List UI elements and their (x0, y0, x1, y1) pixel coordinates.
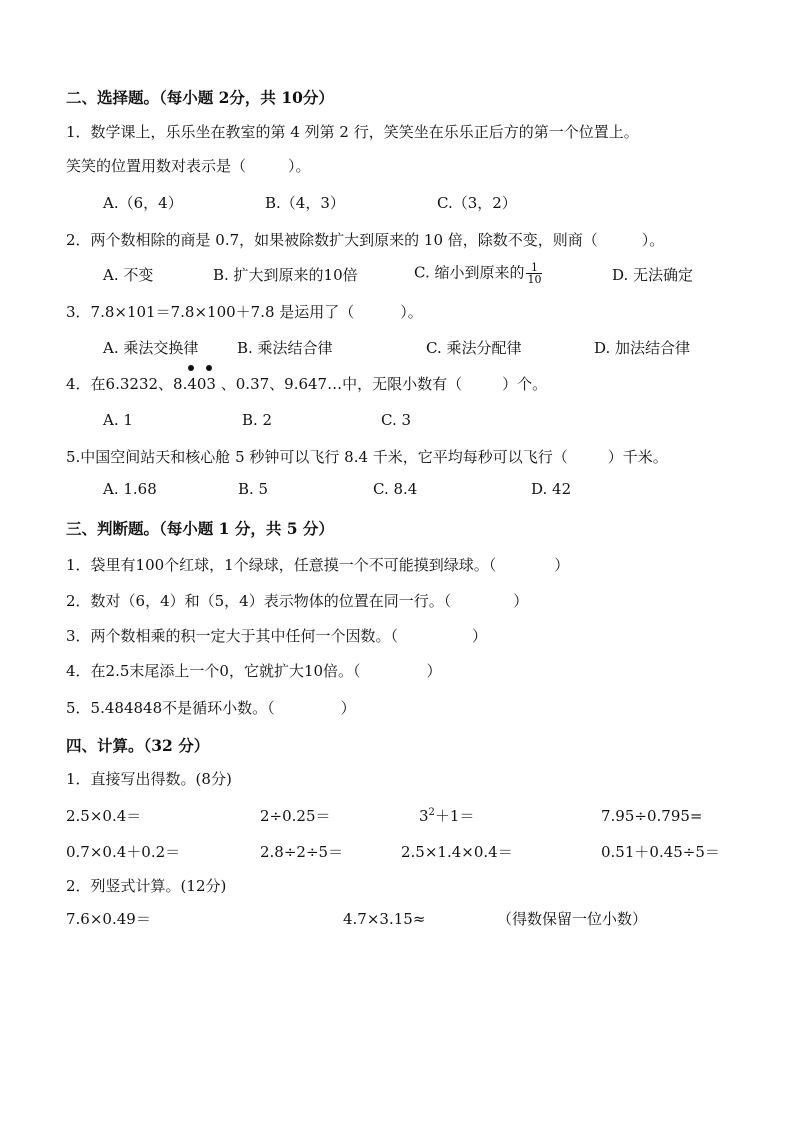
q3-option-a: A. 乘法交换律 (103, 339, 199, 357)
judge-item-3 (66, 626, 487, 646)
q3-option-c: C. 乘法分配律 (426, 339, 522, 357)
calc-2-1: 0.7×0.4＋0.2＝ (66, 843, 181, 861)
calc-1-4: 7.95÷0.795= (601, 807, 703, 825)
rounding-note: （得数保留一位小数） (497, 910, 648, 928)
judge-item-close: ） (426, 662, 442, 680)
calc-2-2: 2.8÷2÷5＝ (260, 843, 344, 861)
repeat-dot-icon (188, 365, 194, 371)
judge-item-text: 3．两个数相乘的积一定大于其中任何一个因数。（ (66, 627, 399, 645)
calc-1-1: 2.5×0.4＝ (66, 807, 142, 825)
q5-option-c: C. 8.4 (373, 480, 418, 498)
q3-stem-text: 3．7.8×101＝7.8×100＋7.8 是运用了（ (66, 303, 355, 321)
judge-item-close: ） (554, 556, 570, 574)
judge-item-text: 5．5.484848不是循环小数。（ (66, 699, 275, 717)
q2-option-c (414, 262, 544, 285)
judge-item-close: ） (472, 627, 488, 645)
q2-stem-close: ）。 (641, 231, 665, 249)
q4-stem-text-2: 、0.37、9.647…中，无限小数有（ (215, 375, 463, 393)
judge-item-1 (66, 555, 569, 575)
calc-2-3: 2.5×1.4×0.4＝ (401, 843, 513, 861)
judge-item-close: ） (513, 592, 529, 610)
vertical-calc-2: 4.7×3.15≈ (343, 910, 426, 928)
q5-option-d: D. 42 (531, 480, 572, 498)
calc-2-4: 0.51＋0.45÷5＝ (601, 843, 720, 861)
repeating-decimal-digits (187, 374, 216, 394)
judge-item-2 (66, 591, 528, 611)
q1-stem-line1: 1．数学课上，乐乐坐在教室的第 4 列第 2 行，笑笑坐在乐乐正后方的第一个位置上。 (66, 123, 639, 141)
q5-stem (66, 447, 668, 467)
calc-rest: ＋1＝ (434, 807, 475, 825)
q2-option-a: A. 不变 (103, 266, 154, 284)
q3-stem (66, 302, 423, 322)
q5-option-b: B. 5 (238, 480, 269, 498)
section-4-header: 四、计算。（32 分） (66, 736, 210, 755)
q4-option-b: B. 2 (242, 411, 273, 429)
judge-item-text: 1．袋里有100个红球，1个绿球，任意摸一个不可能摸到绿球。（ (66, 556, 497, 574)
calc-1-2: 2÷0.25＝ (260, 807, 331, 825)
q4-option-c: C. 3 (381, 411, 412, 429)
judge-item-text: 4．在2.5末尾添上一个0，它就扩大10倍。（ (66, 662, 361, 680)
q4-option-a: A. 1 (103, 411, 133, 429)
calc-sub-1: 1．直接写出得数。(8分) (66, 770, 232, 788)
q3-option-b: B. 乘法结合律 (237, 339, 333, 357)
calc-exponent: 2 (428, 807, 435, 818)
q2-stem-text: 2．两个数相除的商是 0.7，如果被除数扩大到原来的 10 倍，除数不变，则商（ (66, 231, 598, 249)
q2-stem (66, 230, 664, 250)
q1-stem-close: ）。 (288, 157, 311, 175)
q1-option-b: B.（4，3） (265, 194, 345, 212)
q2-option-c-text: C. 缩小到原来的 (414, 263, 525, 282)
q4-stem-close: ）个。 (502, 375, 548, 393)
q1-option-a: A.（6，4） (103, 194, 183, 212)
q2-option-d: D. 无法确定 (612, 266, 694, 284)
q5-option-a: A. 1.68 (103, 480, 157, 498)
q1-stem-line2 (66, 156, 311, 176)
section-2-header: 二、选择题。（每小题 2分，共 10分） (66, 88, 334, 107)
q2-option-b: B. 扩大到原来的10倍 (213, 266, 358, 284)
judge-item-close: ） (340, 699, 356, 717)
section-3-header: 三、判断题。（每小题 1 分，共 5 分） (66, 519, 334, 538)
fraction-numerator: 1 (526, 262, 542, 274)
calc-1-3 (419, 806, 474, 826)
judge-item-4 (66, 661, 442, 681)
fraction-one-tenth (526, 262, 542, 285)
q5-stem-close: ）千米。 (607, 448, 668, 466)
repeating-digits: 403 (187, 375, 216, 393)
q1-option-c: C.（3，2） (437, 194, 517, 212)
q4-stem (66, 374, 547, 394)
calc-sub-2: 2．列竖式计算。(12分) (66, 877, 227, 895)
fraction-denominator: 10 (527, 273, 542, 286)
q3-option-d: D. 加法结合律 (594, 339, 691, 357)
judge-item-text: 2．数对（6，4）和（5，4）表示物体的位置在同一行。（ (66, 592, 452, 610)
q4-stem-text: 4．在6.3232、8. (66, 375, 188, 393)
q3-stem-close: ）。 (400, 303, 423, 321)
calc-base: 3 (419, 807, 429, 825)
q5-stem-text: 5.中国空间站天和核心舱 5 秒钟可以飞行 8.4 千米，它平均每秒可以飞行（ (66, 448, 568, 466)
judge-item-5 (66, 698, 356, 718)
q1-stem-text: 笑笑的位置用数对表示是（ (66, 157, 247, 175)
repeat-dot-icon (206, 365, 212, 371)
vertical-calc-1: 7.6×0.49＝ (66, 910, 151, 928)
